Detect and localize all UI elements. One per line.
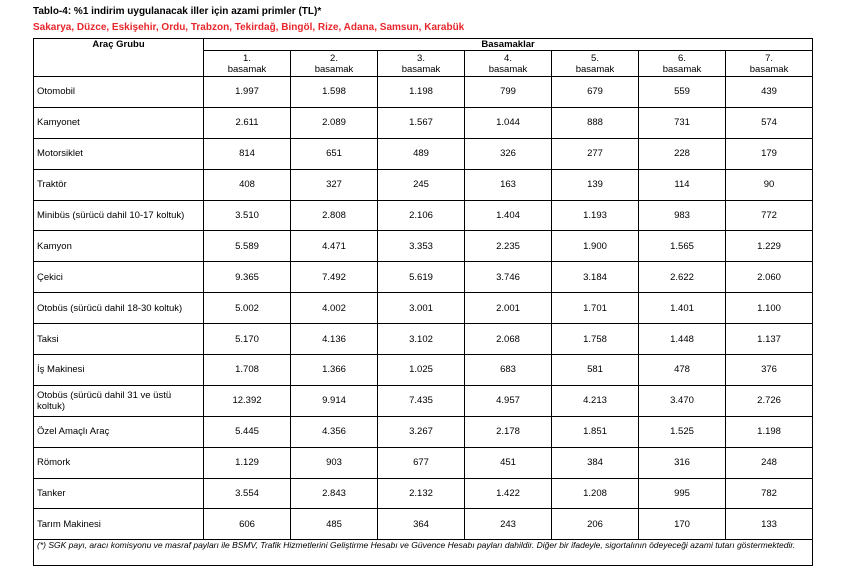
premium-value-cell: 3.510 [204, 200, 291, 231]
premium-value-cell: 206 [552, 509, 639, 540]
premium-value-cell: 364 [378, 509, 465, 540]
step-word: basamak [227, 63, 267, 75]
vehicle-group-cell: Kamyon [34, 231, 204, 262]
premium-value-cell: 1.198 [378, 77, 465, 108]
premium-value-cell: 1.229 [726, 231, 813, 262]
step-column-header [552, 51, 639, 77]
premium-value-cell: 1.708 [204, 355, 291, 386]
table-row [34, 447, 813, 478]
premium-value-cell: 983 [639, 200, 726, 231]
premium-value-cell: 163 [465, 169, 552, 200]
table-row [34, 107, 813, 138]
premium-value-cell: 799 [465, 77, 552, 108]
premium-value-cell: 1.997 [204, 77, 291, 108]
premium-value-cell: 1.900 [552, 231, 639, 262]
premium-value-cell: 683 [465, 355, 552, 386]
footnote: (*) SGK payı, aracı komisyonu ve masraf payları ile BSMV, Trafik Hizmetlerini Geliştirme Hesabı ve Güvence Hesabı payları dahildir. Diğer bir ifadeyle, sigortalının ödeyeceği azami tutarı göstermektedir. [34, 540, 813, 566]
vehicle-group-cell: Özel Amaçlı Araç [34, 416, 204, 447]
premium-value-cell: 451 [465, 447, 552, 478]
premium-value-cell: 1.567 [378, 107, 465, 138]
premium-value-cell: 4.356 [291, 416, 378, 447]
premium-value-cell: 1.525 [639, 416, 726, 447]
vehicle-group-cell: İş Makinesi [34, 355, 204, 386]
premium-value-cell: 90 [726, 169, 813, 200]
premium-value-cell: 133 [726, 509, 813, 540]
premium-value-cell: 4.957 [465, 385, 552, 416]
premium-value-cell: 4.136 [291, 324, 378, 355]
step-word: basamak [401, 63, 441, 75]
premium-value-cell: 1.598 [291, 77, 378, 108]
table-row [34, 509, 813, 540]
premium-value-cell: 3.102 [378, 324, 465, 355]
premium-value-cell: 2.132 [378, 478, 465, 509]
premium-value-cell: 559 [639, 77, 726, 108]
premium-value-cell: 9.914 [291, 385, 378, 416]
premium-value-cell: 2.106 [378, 200, 465, 231]
step-word: basamak [749, 63, 789, 75]
table-row [34, 262, 813, 293]
premium-value-cell: 1.044 [465, 107, 552, 138]
table-row [34, 293, 813, 324]
premium-value-cell: 3.001 [378, 293, 465, 324]
premium-value-cell: 995 [639, 478, 726, 509]
premium-value-cell: 731 [639, 107, 726, 138]
premium-value-cell: 651 [291, 138, 378, 169]
vehicle-group-cell: Otomobil [34, 77, 204, 108]
premium-value-cell: 114 [639, 169, 726, 200]
premium-value-cell: 2.843 [291, 478, 378, 509]
premium-value-cell: 7.435 [378, 385, 465, 416]
premium-value-cell: 5.589 [204, 231, 291, 262]
premium-value-cell: 2.001 [465, 293, 552, 324]
premium-value-cell: 1.193 [552, 200, 639, 231]
premium-value-cell: 2.622 [639, 262, 726, 293]
premium-value-cell: 4.471 [291, 231, 378, 262]
premium-value-cell: 1.198 [726, 416, 813, 447]
vehicle-group-cell: Kamyonet [34, 107, 204, 138]
premium-value-cell: 489 [378, 138, 465, 169]
table-row [34, 138, 813, 169]
premium-value-cell: 2.178 [465, 416, 552, 447]
premium-value-cell: 139 [552, 169, 639, 200]
vehicle-group-cell: Minibüs (sürücü dahil 10-17 koltuk) [34, 200, 204, 231]
premium-value-cell: 1.025 [378, 355, 465, 386]
premium-value-cell: 2.060 [726, 262, 813, 293]
premium-value-cell: 4.213 [552, 385, 639, 416]
step-column-header [465, 51, 552, 77]
step-number: 6. [678, 52, 686, 64]
premium-value-cell: 1.129 [204, 447, 291, 478]
step-column-header [726, 51, 813, 77]
step-column-header [291, 51, 378, 77]
premium-value-cell: 2.068 [465, 324, 552, 355]
step-column-header [639, 51, 726, 77]
step-number: 3. [417, 52, 425, 64]
premium-value-cell: 5.170 [204, 324, 291, 355]
step-number: 5. [591, 52, 599, 64]
premium-value-cell: 903 [291, 447, 378, 478]
step-number: 2. [330, 52, 338, 64]
vehicle-group-cell: Tarım Makinesi [34, 509, 204, 540]
premium-value-cell: 1.137 [726, 324, 813, 355]
premium-value-cell: 1.701 [552, 293, 639, 324]
premium-value-cell: 228 [639, 138, 726, 169]
premium-value-cell: 814 [204, 138, 291, 169]
premium-value-cell: 2.808 [291, 200, 378, 231]
vehicle-group-cell: Çekici [34, 262, 204, 293]
premium-value-cell: 326 [465, 138, 552, 169]
premium-value-cell: 3.353 [378, 231, 465, 262]
steps-header: Basamaklar [204, 39, 813, 51]
premium-value-cell: 2.611 [204, 107, 291, 138]
premium-value-cell: 408 [204, 169, 291, 200]
premium-value-cell: 888 [552, 107, 639, 138]
premium-table [33, 38, 813, 566]
premium-value-cell: 5.002 [204, 293, 291, 324]
premium-value-cell: 782 [726, 478, 813, 509]
vehicle-group-cell: Otobüs (sürücü dahil 18-30 koltuk) [34, 293, 204, 324]
premium-value-cell: 316 [639, 447, 726, 478]
premium-value-cell: 772 [726, 200, 813, 231]
table-row [34, 231, 813, 262]
premium-value-cell: 485 [291, 509, 378, 540]
vehicle-group-cell: Taksi [34, 324, 204, 355]
step-word: basamak [488, 63, 528, 75]
premium-value-cell: 243 [465, 509, 552, 540]
step-number: 7. [765, 52, 774, 64]
vehicle-group-header: Araç Grubu [34, 39, 204, 77]
premium-value-cell: 327 [291, 169, 378, 200]
premium-value-cell: 606 [204, 509, 291, 540]
table-row [34, 478, 813, 509]
premium-value-cell: 581 [552, 355, 639, 386]
premium-value-cell: 478 [639, 355, 726, 386]
premium-value-cell: 1.401 [639, 293, 726, 324]
table-row [34, 324, 813, 355]
premium-value-cell: 277 [552, 138, 639, 169]
table-row [34, 77, 813, 108]
premium-value-cell: 5.445 [204, 416, 291, 447]
premium-value-cell: 3.184 [552, 262, 639, 293]
step-word: basamak [575, 63, 615, 75]
premium-value-cell: 3.267 [378, 416, 465, 447]
premium-value-cell: 2.726 [726, 385, 813, 416]
premium-value-cell: 679 [552, 77, 639, 108]
vehicle-group-cell: Römork [34, 447, 204, 478]
premium-value-cell: 1.448 [639, 324, 726, 355]
table-row [34, 355, 813, 386]
premium-value-cell: 170 [639, 509, 726, 540]
step-column-header [204, 51, 291, 77]
premium-value-cell: 384 [552, 447, 639, 478]
premium-value-cell: 248 [726, 447, 813, 478]
province-list: Sakarya, Düzce, Eskişehir, Ordu, Trabzon, Tekirdağ, Bingöl, Rize, Adana, Samsun, Karabük [33, 22, 465, 33]
vehicle-group-cell: Traktör [34, 169, 204, 200]
premium-value-cell: 376 [726, 355, 813, 386]
premium-value-cell: 179 [726, 138, 813, 169]
premium-value-cell: 1.100 [726, 293, 813, 324]
premium-value-cell: 1.366 [291, 355, 378, 386]
step-number: 1. [243, 52, 251, 64]
premium-value-cell: 2.089 [291, 107, 378, 138]
premium-value-cell: 574 [726, 107, 813, 138]
premium-value-cell: 245 [378, 169, 465, 200]
table-row [34, 200, 813, 231]
premium-value-cell: 1.208 [552, 478, 639, 509]
premium-value-cell: 7.492 [291, 262, 378, 293]
premium-value-cell: 1.851 [552, 416, 639, 447]
premium-value-cell: 3.554 [204, 478, 291, 509]
vehicle-group-cell: Tanker [34, 478, 204, 509]
premium-value-cell: 439 [726, 77, 813, 108]
step-word: basamak [314, 63, 354, 75]
premium-value-cell: 12.392 [204, 385, 291, 416]
premium-value-cell: 5.619 [378, 262, 465, 293]
premium-value-cell: 1.404 [465, 200, 552, 231]
premium-value-cell: 677 [378, 447, 465, 478]
step-word: basamak [662, 63, 702, 75]
premium-value-cell: 3.746 [465, 262, 552, 293]
table-row [34, 416, 813, 447]
step-number: 4. [504, 52, 512, 64]
premium-value-cell: 1.565 [639, 231, 726, 262]
table-row [34, 169, 813, 200]
table-title: Tablo-4: %1 indirim uygulanacak iller için azami primler (TL)* [33, 6, 322, 17]
premium-value-cell: 4.002 [291, 293, 378, 324]
vehicle-group-cell: Otobüs (sürücü dahil 31 ve üstü koltuk) [34, 385, 204, 416]
premium-value-cell: 1.422 [465, 478, 552, 509]
premium-value-cell: 2.235 [465, 231, 552, 262]
vehicle-group-cell: Motorsiklet [34, 138, 204, 169]
premium-value-cell: 9.365 [204, 262, 291, 293]
step-column-header [378, 51, 465, 77]
premium-value-cell: 1.758 [552, 324, 639, 355]
table-row [34, 385, 813, 416]
premium-value-cell: 3.470 [639, 385, 726, 416]
